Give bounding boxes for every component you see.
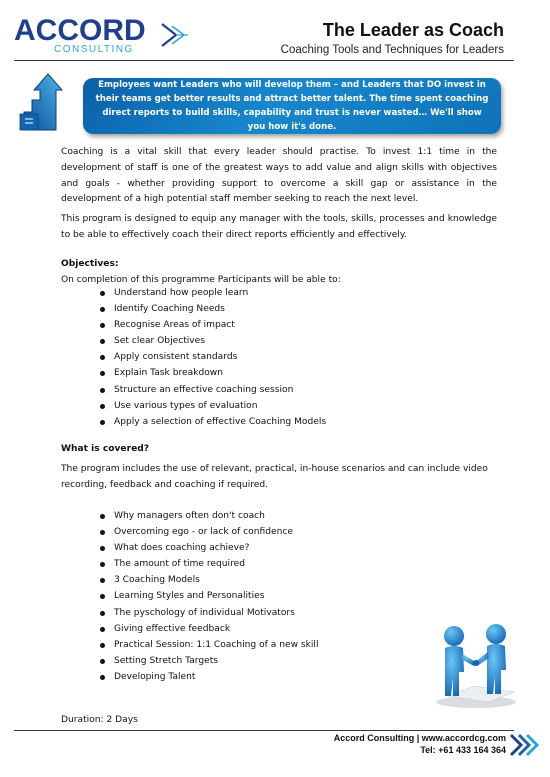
list-item: Understand how people learn: [100, 285, 326, 301]
intro-banner: [83, 78, 501, 134]
page-title: The Leader as Coach: [322, 20, 504, 40]
list-item: The amount of time required: [100, 556, 319, 572]
handshake-figures-icon: [428, 622, 524, 710]
list-item: Developing Talent: [100, 669, 319, 685]
covered-list: [100, 508, 319, 685]
covered-intro: The program includes the use of relevant, practical, in-house scenarios and can include video recording, feedback and coaching if required.: [61, 464, 488, 490]
list-item: Setting Stretch Targets: [100, 653, 319, 669]
list-item: Use various types of evaluation: [100, 398, 326, 414]
list-item: Recognise Areas of impact: [100, 317, 326, 333]
list-item: Overcoming ego - or lack of confidence: [100, 524, 319, 540]
list-item: Giving effective feedback: [100, 621, 319, 637]
list-item: Apply consistent standards: [100, 349, 326, 365]
list-item: Why managers often don't coach: [100, 508, 319, 524]
header-divider: [14, 60, 514, 61]
list-item: The pyschology of individual Motivators: [100, 605, 319, 621]
duration-text: Duration: 2 Days: [61, 715, 138, 725]
list-item: What does coaching achieve?: [100, 540, 319, 556]
footer-phone: Tel: +61 433 164 364: [420, 745, 506, 755]
footer-company-url: Accord Consulting | www.accordcg.com: [333, 733, 506, 743]
list-item: Learning Styles and Personalities: [100, 588, 319, 604]
list-item: Identify Coaching Needs: [100, 301, 326, 317]
objectives-list: [100, 285, 326, 430]
accord-logo: [14, 16, 184, 56]
intro-paragraph-2: This program is designed to equip any manager with the tools, skills, processes and knowledge to be able to effectively coach their direct reports efficiently and effectively.: [61, 214, 497, 240]
footer-divider: [14, 730, 514, 731]
logo-subtitle: CONSULTING: [54, 44, 134, 55]
page-subtitle: Coaching Tools and Techniques for Leaders: [280, 44, 504, 56]
logo-wordmark: ACCORD: [14, 14, 146, 47]
list-item: Explain Task breakdown: [100, 365, 326, 381]
rising-arrow-icon: [18, 72, 66, 132]
objectives-intro: On completion of this programme Participants will be able to:: [61, 275, 341, 285]
double-chevron-icon: [509, 733, 539, 757]
banner-text: Employees want Leaders who will develop them – and Leaders that DO invest in their teams get better results and attract better talent. The time spent coaching direct reports to build skills, capability and trust is never wasted… We'll show you how it's done.: [95, 80, 489, 132]
list-item: Practical Session: 1:1 Coaching of a new skill: [100, 637, 319, 653]
list-item: Structure an effective coaching session: [100, 382, 326, 398]
list-item: 3 Coaching Models: [100, 572, 319, 588]
list-item: Set clear Objectives: [100, 333, 326, 349]
objectives-heading: Objectives:: [61, 259, 119, 269]
intro-paragraph-1: Coaching is a vital skill that every leader should practise. To invest 1:1 time in the development of staff is one of the greatest ways to add value and align skills with objectives and goals - whether providing support to overcome a skill gap or assistance in the development of a high potential staff member seeking to reach the next level.: [61, 147, 497, 205]
arrow-chevron-icon: [160, 22, 190, 48]
covered-heading: What is covered?: [61, 444, 150, 454]
list-item: Apply a selection of effective Coaching Models: [100, 414, 326, 430]
